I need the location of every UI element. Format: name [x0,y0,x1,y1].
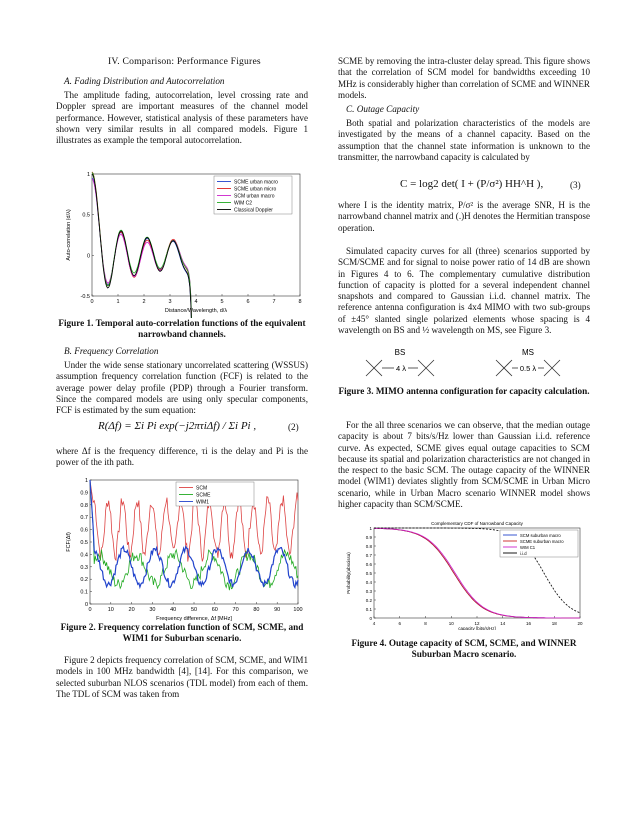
y-tick-label: 1 [86,172,90,178]
legend-entry: i.i.d [520,551,527,556]
legend-entry: Classical Doppler [234,207,273,214]
y-tick-label: 0.3 [80,564,88,571]
x-tick-label: 5 [220,299,224,305]
x-axis-label: capacity [bits/s/Hz] [458,626,496,630]
y-axis-label: Probability(abscissa) [346,552,351,594]
figure2-caption: Figure 2. Frequency correlation function of SCM, SCME, and WIM1 for Suburban scenario. [60,622,304,643]
x-tick-label: 12 [474,621,480,626]
y-tick-label: 0.3 [365,589,372,594]
x-tick-label: 8 [298,299,302,305]
y-tick-label: 0 [84,602,88,608]
y-tick-label: 0.7 [80,515,88,522]
subsection-b-title: B. Frequency Correlation [64,346,159,356]
ms-label: MS [522,348,534,357]
paragraph-autocorrelation: The amplitude fading, autocorrelation, level crossing rate and Doppler spread are important measures of the channel model performance. However, statistical analysis of these parameters have shown very similar results in all compared models. Figure 1 illustrates as example the temporal autocorrelation. [56,90,308,146]
y-tick-label: 0.5 [80,540,88,546]
x-tick-label: 4 [194,299,198,305]
x-tick-label: 3 [168,299,172,305]
x-tick-label: 20 [128,607,135,613]
subsection-c-title: C. Outage Capacity [346,104,420,114]
bs-label: BS [394,348,406,357]
x-tick-label: 70 [232,607,239,613]
x-tick-label: 8 [424,621,427,626]
legend-entry: WIM C1 [520,545,536,550]
figure3-antenna-diagram [338,346,590,382]
x-tick-label: 6 [246,299,250,305]
paragraph-eq3-explanation: where I is the identity matrix, P/σ² is the average SNR, H is the narrowband channel matrix and (.)H denotes the Hermitian transpose operation. [338,200,590,233]
y-tick-label: 0.9 [80,490,88,497]
subsection-a-title: A. Fading Distribution and Autocorrelation [64,76,225,86]
x-tick-label: 16 [525,621,532,626]
x-axis-label: Frequency difference, Δf [MHz] [156,616,232,622]
paragraph-simulated-capacity: Simulated capacity curves for all (three) scenarios supported by SCM/SCME and for signal to noise power ratio of 14 dB are shown in Figures 4 to 6. The complementary cumulative distribution function of capacity is plotted for a several independent channel snapshots and compared to Gaussian i.i.d. channel matrix. The reference antenna configuration is 4x4 MIMO with two sub-groups of ±45° slanted single polarized elements whose spacing is 4 wavelength on BS and ½ wavelength on MS, see Figure 3. [338,246,590,336]
x-tick-label: 30 [149,607,156,613]
legend-entry: SCME [196,492,211,499]
legend-box [176,482,254,506]
chart-title: Complementary CDF of Narrowband Capacity [431,521,523,526]
equation-3-number: (3) [570,180,581,190]
y-tick-label: -0.5 [80,294,90,300]
y-tick-label: 0.5 [365,571,372,576]
y-axis-label: FCF(Δf) [66,532,72,552]
figure2-chart [56,474,308,622]
y-tick-label: 0.6 [80,527,88,534]
x-tick-label: 80 [253,607,260,613]
legend-entry: SCM [196,485,208,492]
x-tick-label: 0 [88,607,92,613]
paragraph-eq2-explanation: where Δf is the frequency difference, τi is the delay and Pi is the power of the ith path. [56,446,308,468]
x-tick-label: 10 [448,621,454,626]
y-tick-label: 0.2 [80,577,88,584]
legend-entry: SCME suburban macro [520,539,564,544]
y-tick-label: 0.4 [365,580,372,585]
figure4-caption: Figure 4. Outage capacity of SCM, SCME, and WINNER Suburban Macro scenario. [351,638,577,659]
figure3-caption: Figure 3. MIMO antenna configuration for capacity calculation. [338,386,590,396]
equation-2-number: (2) [288,422,299,432]
y-tick-label: 0.9 [365,535,372,540]
section-title: IV. Comparison: Performance Figures [108,56,261,67]
y-tick-label: 0.1 [80,589,88,596]
x-tick-label: 40 [170,607,177,613]
legend-entry: WIM1 [196,499,210,506]
y-tick-label: 0 [86,253,90,260]
x-tick-label: 0 [90,299,94,305]
y-tick-label: 1 [84,478,88,484]
x-tick-label: 90 [274,607,281,613]
y-tick-label: 0.7 [365,553,372,558]
y-tick-label: 1 [369,526,372,531]
x-tick-label: 20 [577,621,583,626]
legend-entry: SCM suburban macro [520,533,561,538]
x-axis-label: Distance/Wavelength, d/λ [164,308,228,314]
x-tick-label: 6 [398,621,402,626]
y-tick-label: 0 [369,616,372,621]
legend-entry: WIM C2 [234,200,253,207]
figure4-chart [338,518,590,630]
paragraph-scme-continuation: SCME by removing the intra-cluster delay spread. This figure shows that the correlation of SCM model for bandwidths exceeding 10 MHz is considerably higher than correlation of SCME and WINNER models. [338,56,590,100]
y-tick-label: 0.4 [80,552,88,559]
y-tick-label: 0.2 [365,598,372,603]
figure4-legend [500,530,578,557]
figure2-legend [176,482,254,506]
legend-entry: SCME urban macro [234,179,278,186]
equation-3: C = log2 det( I + (P/σ²) HH^H ), [400,178,544,190]
y-tick-label: 0.6 [365,562,372,567]
x-tick-label: 2 [142,299,146,305]
figure1-caption: Figure 1. Temporal auto-correlation functions of the equivalent narrowband channels. [58,318,306,339]
x-tick-label: 100 [293,607,303,613]
paragraph-frequency-correlation: Under the wide sense stationary uncorrelated scattering (WSSUS) assumption frequency correlation function (FCF) is related to the average power delay profile (PDP) through a Fourier transform. Since the compared models are using only specular components, FCF is estimated by the sum equation: [56,360,308,416]
figure1-chart [56,168,308,318]
x-tick-label: 50 [190,607,198,613]
paragraph-figure2-description: Figure 2 depicts frequency correlation of SCM, SCME, and WIM1 models in 100 MHz bandwidth [4], [14]. For this comparison, we selected suburban NLOS scenarios (TDL model) from each of them. The TDL of SCM was taken from [56,655,308,699]
paragraph-outage-results: For the all three scenarios we can observe, that the median outage capacity is about 7 bits/s/Hz lower than Gaussian i.i.d. reference curve. As expected, SCME gives equal outage capacities to SCM because its spatial and polarization characteristics are not changed in the respect to the basic SCM. The outage capacity of the WINNER model (WIM1) deviates slightly from SCM/SCME in Urban Micro scenario, while in Urban Macro scenario WINNER model shows higher capacity than SCM/SCME. [338,420,590,510]
x-tick-label: 60 [211,607,218,613]
paragraph-outage-capacity: Both spatial and polarization characteristics of the models are investigated by the means of a channel capacity. Based on the assumption that the channel state information is unknown to the transmitter, the narrowband capacity is calculated by [338,118,590,162]
figure1-legend [214,176,292,214]
y-tick-label: 0.5 [82,212,90,219]
legend-entry: SCM urban macro [234,193,275,200]
y-tick-label: 0.1 [365,607,372,612]
x-tick-label: 4 [372,621,376,626]
x-tick-label: 1 [116,299,120,305]
y-tick-label: 0.8 [80,502,88,509]
x-tick-label: 10 [107,607,114,613]
y-axis-label: Auto-correlation (d/λ) [66,209,72,261]
bs-spacing-label: 4 λ [395,364,407,373]
x-tick-label: 7 [272,299,276,305]
ms-spacing-label: 0.5 λ [519,364,537,373]
equation-2: R(Δf) = Σi Pi exp(−j2πτiΔf) / Σi Pi , [98,420,257,432]
x-tick-label: 18 [551,621,557,626]
y-tick-label: 0.8 [365,544,372,549]
x-tick-label: 14 [500,621,506,626]
legend-entry: SCME urban micro [234,186,277,193]
